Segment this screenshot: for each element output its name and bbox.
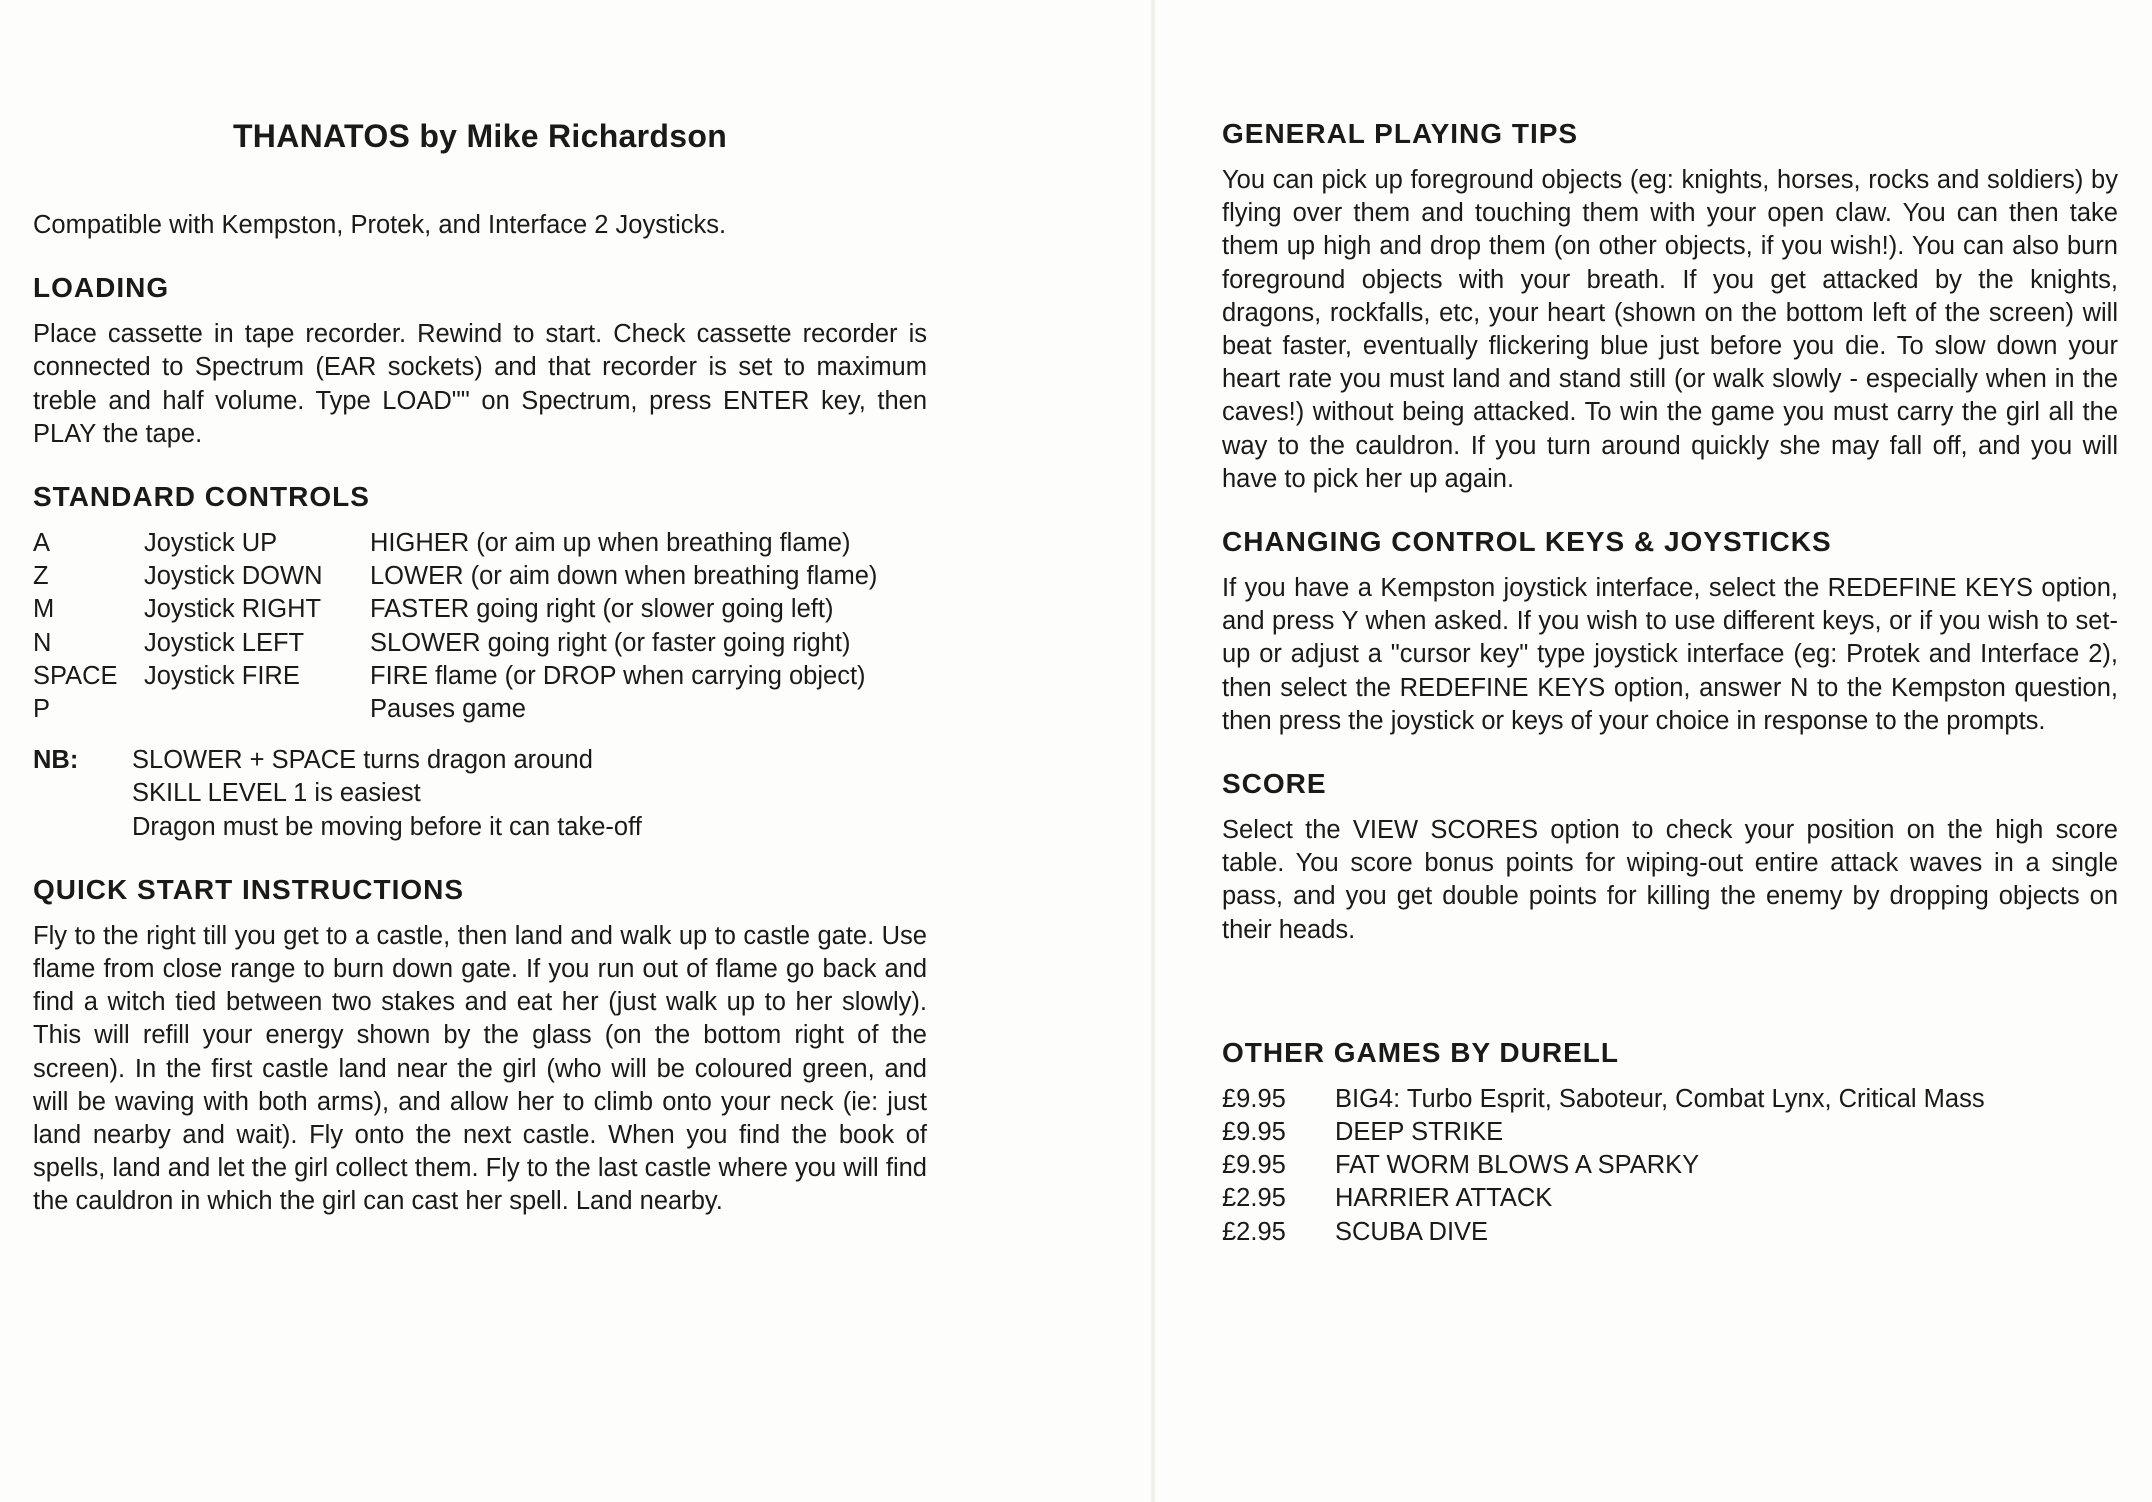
game-price: £9.95	[1222, 1084, 1286, 1113]
nb-lines	[132, 744, 642, 844]
compatibility-note: Compatible with Kempston, Protek, and Interface 2 Joysticks.	[33, 211, 727, 239]
control-key: P	[33, 695, 51, 724]
game-name: HARRIER ATTACK	[1335, 1184, 1553, 1213]
left-column	[33, 118, 927, 1219]
control-key: SPACE	[33, 661, 118, 690]
game-name: SCUBA DIVE	[1335, 1217, 1489, 1246]
right-column	[1222, 118, 2118, 1249]
quick-start-text: Fly to the right till you get to a castle, then land and walk up to castle gate. Use flame from close range to burn down gate. If you run out of flame go back and find a witch tied between two stakes and eat her (just walk up to her slowly). This will refill your energy shown by the glass (on the bottom right of the screen). In the first castle land near the girl (who will be coloured green, and will be waving with both arms), and allow her to climb onto your neck (ie: just land nearby and wait). Fly onto the next castle. When you find the book of spells, land and let the girl collect them. Fly to the last castle where you will find the cauldron in which the girl can cast her spell. Land nearby.	[33, 921, 927, 1216]
nb-label: NB:	[33, 746, 79, 775]
control-key: M	[33, 595, 55, 624]
control-keys-heading: CHANGING CONTROL KEYS & JOYSTICKS	[1222, 526, 1832, 558]
controls-row	[33, 527, 927, 560]
score-heading: SCORE	[1222, 768, 1327, 800]
list-item	[1222, 1083, 1985, 1116]
control-joystick: Joystick DOWN	[144, 562, 323, 591]
right-page	[1152, 0, 2152, 1502]
control-key: Z	[33, 562, 49, 591]
nb-note	[33, 744, 927, 844]
nb-line: Dragon must be moving before it can take-off	[132, 812, 642, 841]
quick-start-heading: QUICK START INSTRUCTIONS	[33, 873, 465, 905]
list-item	[1222, 1116, 1985, 1149]
controls-table	[33, 527, 927, 726]
control-keys-text: If you have a Kempston joystick interface, select the REDEFINE KEYS option, and press Y when asked. If you wish to use different keys, or if you wish to set-up or adjust a "cursor key" type joystick interface (eg: Protek and Interface 2), then select the REDEFINE KEYS option, answer N to the Kempston question, then press the joystick or keys of your choice in response to the prompts.	[1222, 574, 2118, 735]
game-price: £9.95	[1222, 1118, 1286, 1147]
control-key: A	[33, 529, 51, 558]
playing-tips-heading: GENERAL PLAYING TIPS	[1222, 118, 1579, 149]
loading-text: Place cassette in tape recorder. Rewind to start. Check cassette recorder is connected to Spectrum (EAR sockets) and that recorder is set to maximum treble and half volume. Type LOAD"" on Spectrum, press ENTER key, then PLAY the tape.	[33, 320, 927, 448]
controls-row	[33, 627, 927, 660]
list-item	[1222, 1182, 1985, 1215]
nb-line: SLOWER + SPACE turns dragon around	[132, 746, 593, 775]
standard-controls-heading: STANDARD CONTROLS	[33, 481, 370, 513]
controls-row	[33, 693, 927, 726]
loading-heading: LOADING	[33, 272, 170, 304]
score-text: Select the VIEW SCORES option to check your position on the high score table. You score bonus points for wiping-out entire attack waves in a single pass, and you get double points for killing the enemy by dropping objects on their heads.	[1222, 816, 2118, 944]
nb-line: SKILL LEVEL 1 is easiest	[132, 779, 421, 808]
control-action: Pauses game	[370, 695, 526, 724]
control-joystick: Joystick LEFT	[144, 628, 305, 657]
control-action: SLOWER going right (or faster going right)	[370, 628, 851, 657]
control-joystick: Joystick FIRE	[144, 661, 300, 690]
control-key: N	[33, 628, 52, 657]
list-item	[1222, 1216, 1985, 1249]
game-name: BIG4: Turbo Esprit, Saboteur, Combat Lynx, Critical Mass	[1335, 1084, 1985, 1113]
control-action: LOWER (or aim down when breathing flame)	[370, 562, 878, 591]
game-price: £9.95	[1222, 1151, 1286, 1180]
other-games-list	[1222, 1083, 1985, 1249]
control-joystick: Joystick UP	[144, 529, 278, 558]
controls-row	[33, 593, 927, 626]
game-name: DEEP STRIKE	[1335, 1118, 1504, 1147]
page-title: THANATOS by Mike Richardson	[232, 118, 728, 154]
other-games-heading: OTHER GAMES BY DURELL	[1222, 1036, 1619, 1068]
playing-tips-text: You can pick up foreground objects (eg: knights, horses, rocks and soldiers) by flying over them and touching them with your open claw. You can then take them up high and drop them (on other objects, if you wish!). You can also burn foreground objects with your breath. If you get attacked by the knights, dragons, rockfalls, etc, your heart (shown on the bottom left of the screen) will beat faster, eventually flickering blue just before you die. To slow down your heart rate you must land and stand still (or walk slowly - especially when in the caves!) without being attacked. To win the game you must carry the girl all the way to the cauldron. If you turn around quickly she may fall off, and you will have to pick her up again.	[1222, 166, 2118, 493]
list-item	[1222, 1149, 1985, 1182]
controls-row	[33, 560, 927, 593]
control-action: HIGHER (or aim up when breathing flame)	[370, 529, 851, 558]
control-joystick: Joystick RIGHT	[144, 595, 322, 624]
control-action: FASTER going right (or slower going left)	[370, 595, 834, 624]
game-name: FAT WORM BLOWS A SPARKY	[1335, 1151, 1700, 1180]
control-action: FIRE flame (or DROP when carrying object)	[370, 661, 866, 690]
controls-row	[33, 660, 927, 693]
game-price: £2.95	[1222, 1184, 1286, 1213]
control-joystick	[144, 693, 370, 726]
game-price: £2.95	[1222, 1217, 1286, 1246]
